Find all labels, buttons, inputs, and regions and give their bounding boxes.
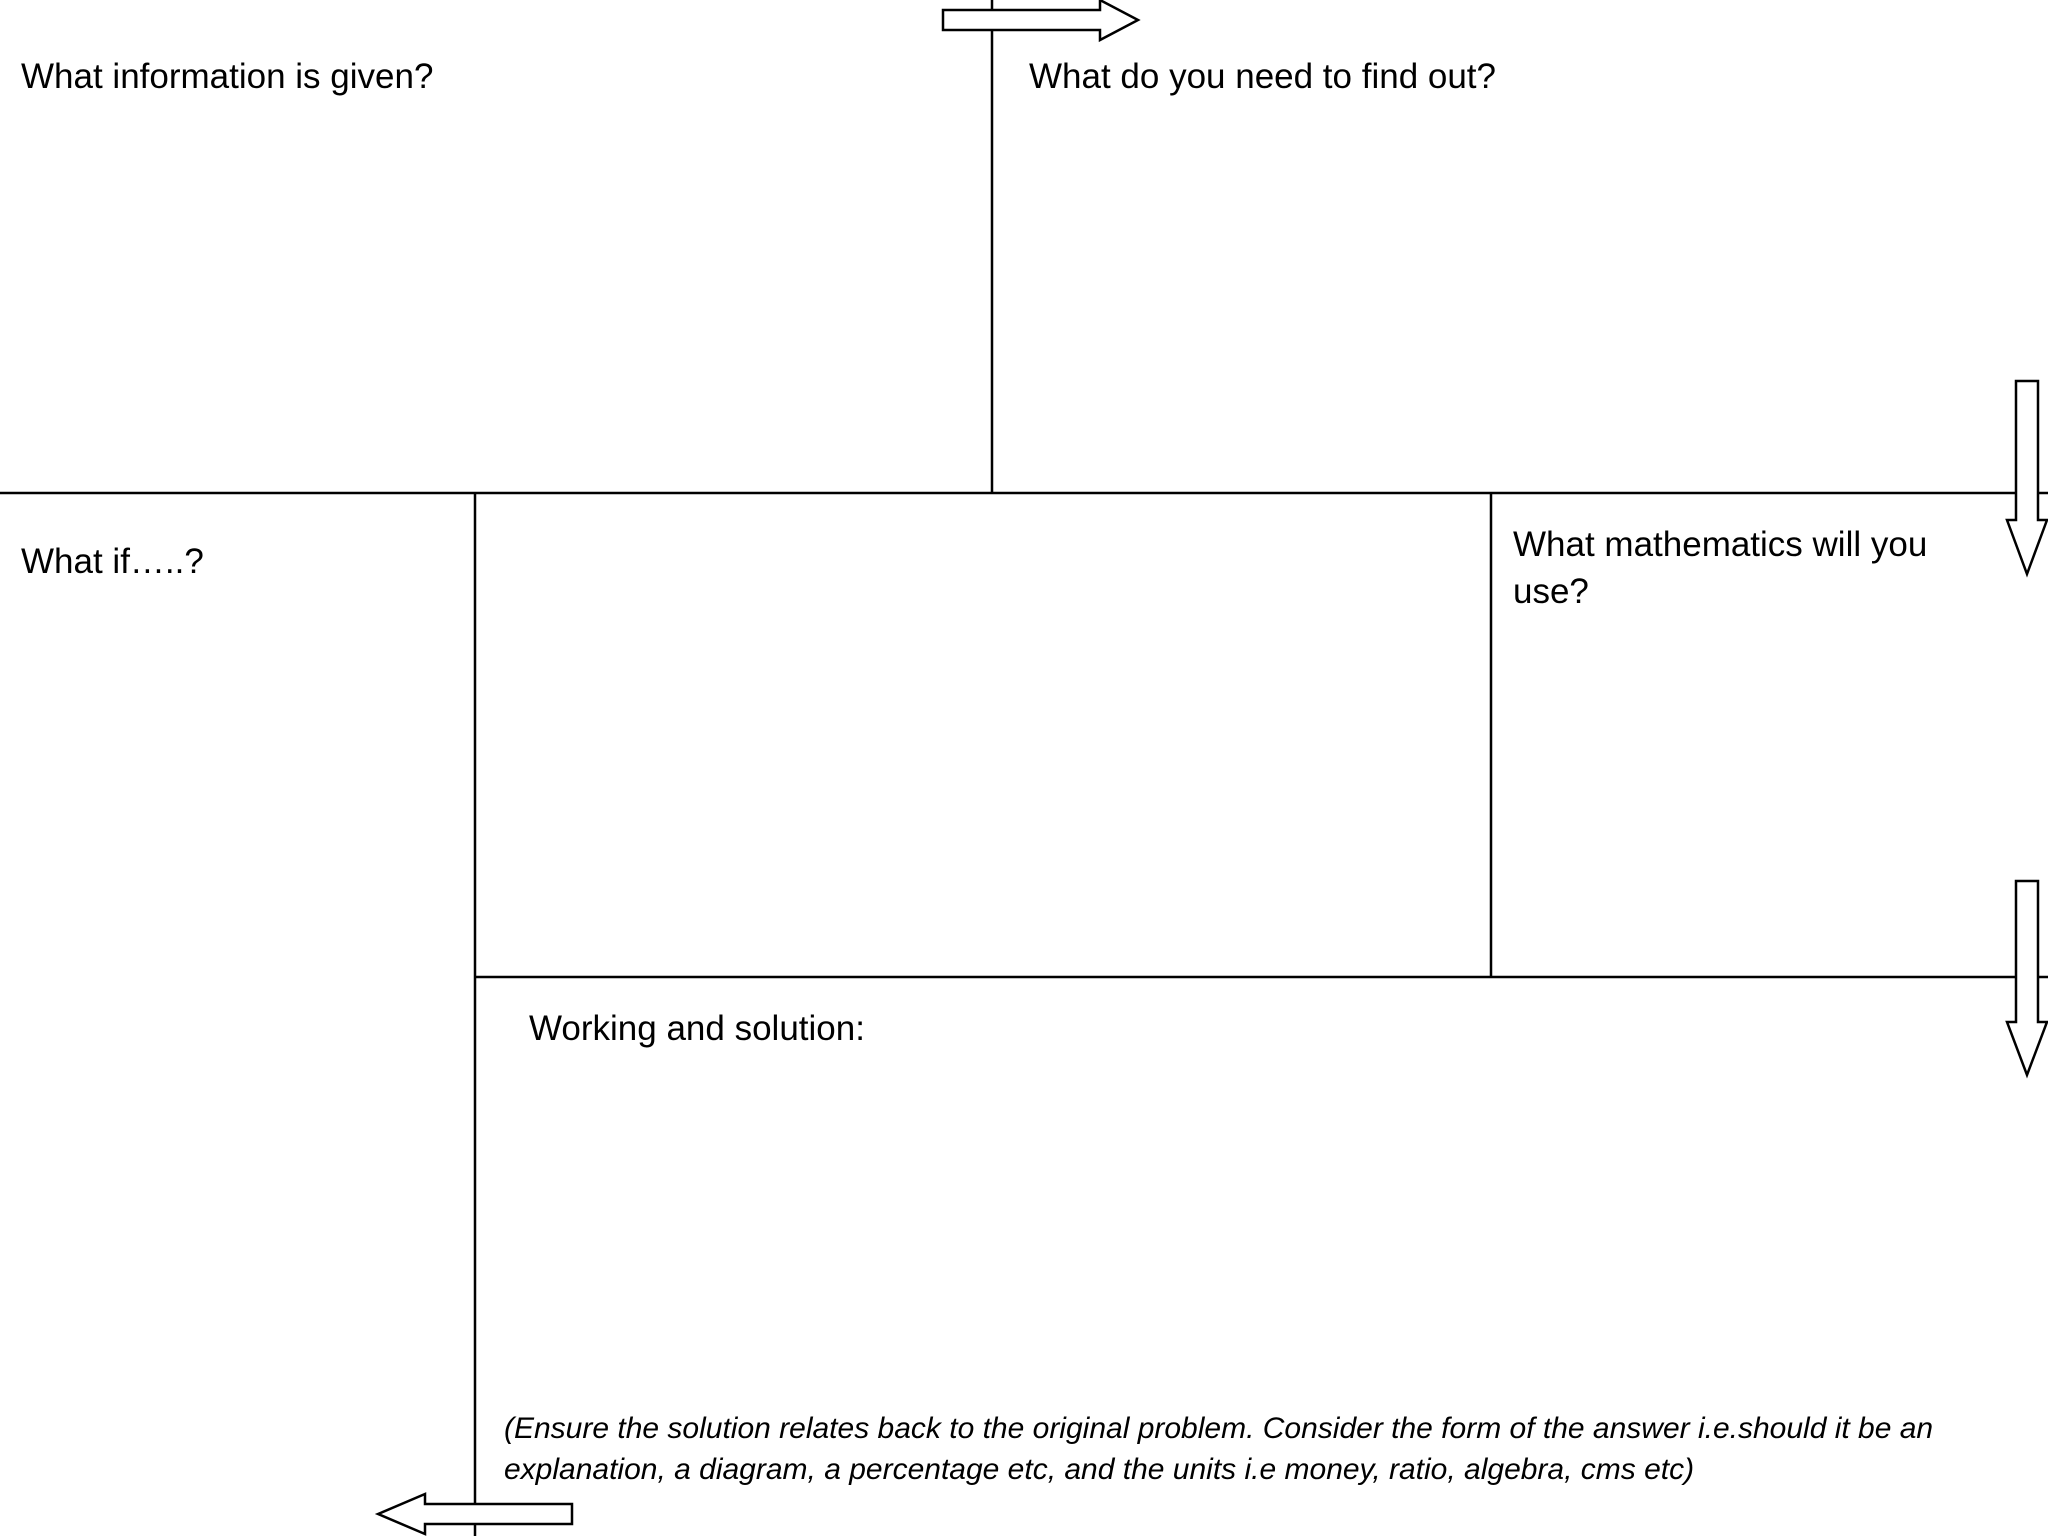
working-note-line-2: explanation, a diagram, a percentage etc, and the units i.e money, ratio, algebra, cms etc)	[504, 1453, 1695, 1486]
working-label: Working and solution:	[529, 1009, 865, 1048]
working-note-line-1: (Ensure the solution relates back to the original problem. Consider the form of the answer i.e.should it be an	[504, 1412, 1934, 1445]
mathematics-label: What mathematics will you use?	[1513, 525, 1928, 611]
what-if-label: What if…..?	[21, 542, 204, 581]
given-label: What information is given?	[21, 57, 434, 96]
arrow-down-icon	[2007, 381, 2047, 574]
find-out-label: What do you need to find out?	[1029, 57, 1496, 96]
arrow-right-icon	[943, 0, 1138, 40]
